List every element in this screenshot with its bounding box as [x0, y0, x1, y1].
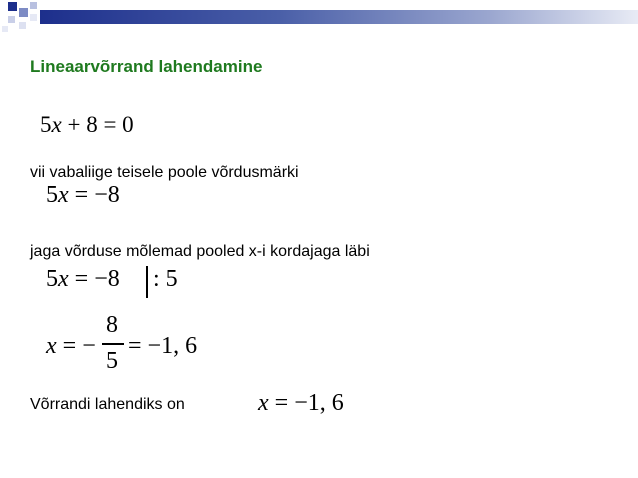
equation-4-rhs: = −1, 6 — [128, 333, 198, 359]
equation-4-lhs — [46, 333, 96, 360]
result-var: x — [258, 390, 269, 416]
division-bar — [146, 266, 148, 298]
header-bar — [40, 10, 638, 24]
deco-square — [30, 14, 37, 21]
fraction-denominator: 5 — [106, 348, 118, 374]
deco-square — [2, 26, 8, 32]
eq4-var: x — [46, 333, 57, 359]
fraction-line — [102, 343, 124, 345]
eq3-var: x — [58, 266, 69, 292]
eq3-coef: 5 — [46, 266, 58, 292]
equation-3 — [46, 266, 120, 293]
eq2-coef: 5 — [46, 182, 58, 208]
eq1-coef: 5 — [40, 112, 52, 137]
eq2-var: x — [58, 182, 69, 208]
step-1-text: vii vabaliige teisele poole võrdusmärki — [30, 164, 299, 181]
deco-square — [30, 2, 37, 9]
eq4-lhs-rest: = − — [56, 333, 96, 359]
header-decoration — [0, 0, 638, 40]
fraction-numerator: 8 — [106, 312, 118, 338]
result-equation — [258, 390, 344, 417]
eq2-rest: = −8 — [68, 182, 120, 208]
deco-square — [8, 16, 15, 23]
equation-1 — [40, 112, 134, 138]
result-rest: = −1, 6 — [268, 390, 344, 416]
result-text: Võrrandi lahendiks on — [30, 396, 185, 413]
eq3-rest: = −8 — [68, 266, 120, 292]
eq1-var: x — [51, 112, 62, 137]
eq3-divisor: : 5 — [153, 266, 178, 292]
deco-square — [19, 22, 26, 29]
deco-square — [19, 8, 28, 17]
eq1-rest: + 8 = 0 — [61, 112, 134, 137]
slide-title: Lineaarvõrrand lahendamine — [30, 57, 263, 76]
step-2-text: jaga võrduse mõlemad pooled x-i kordajaga läbi — [30, 243, 370, 260]
deco-square — [8, 2, 17, 11]
equation-2 — [46, 182, 120, 209]
